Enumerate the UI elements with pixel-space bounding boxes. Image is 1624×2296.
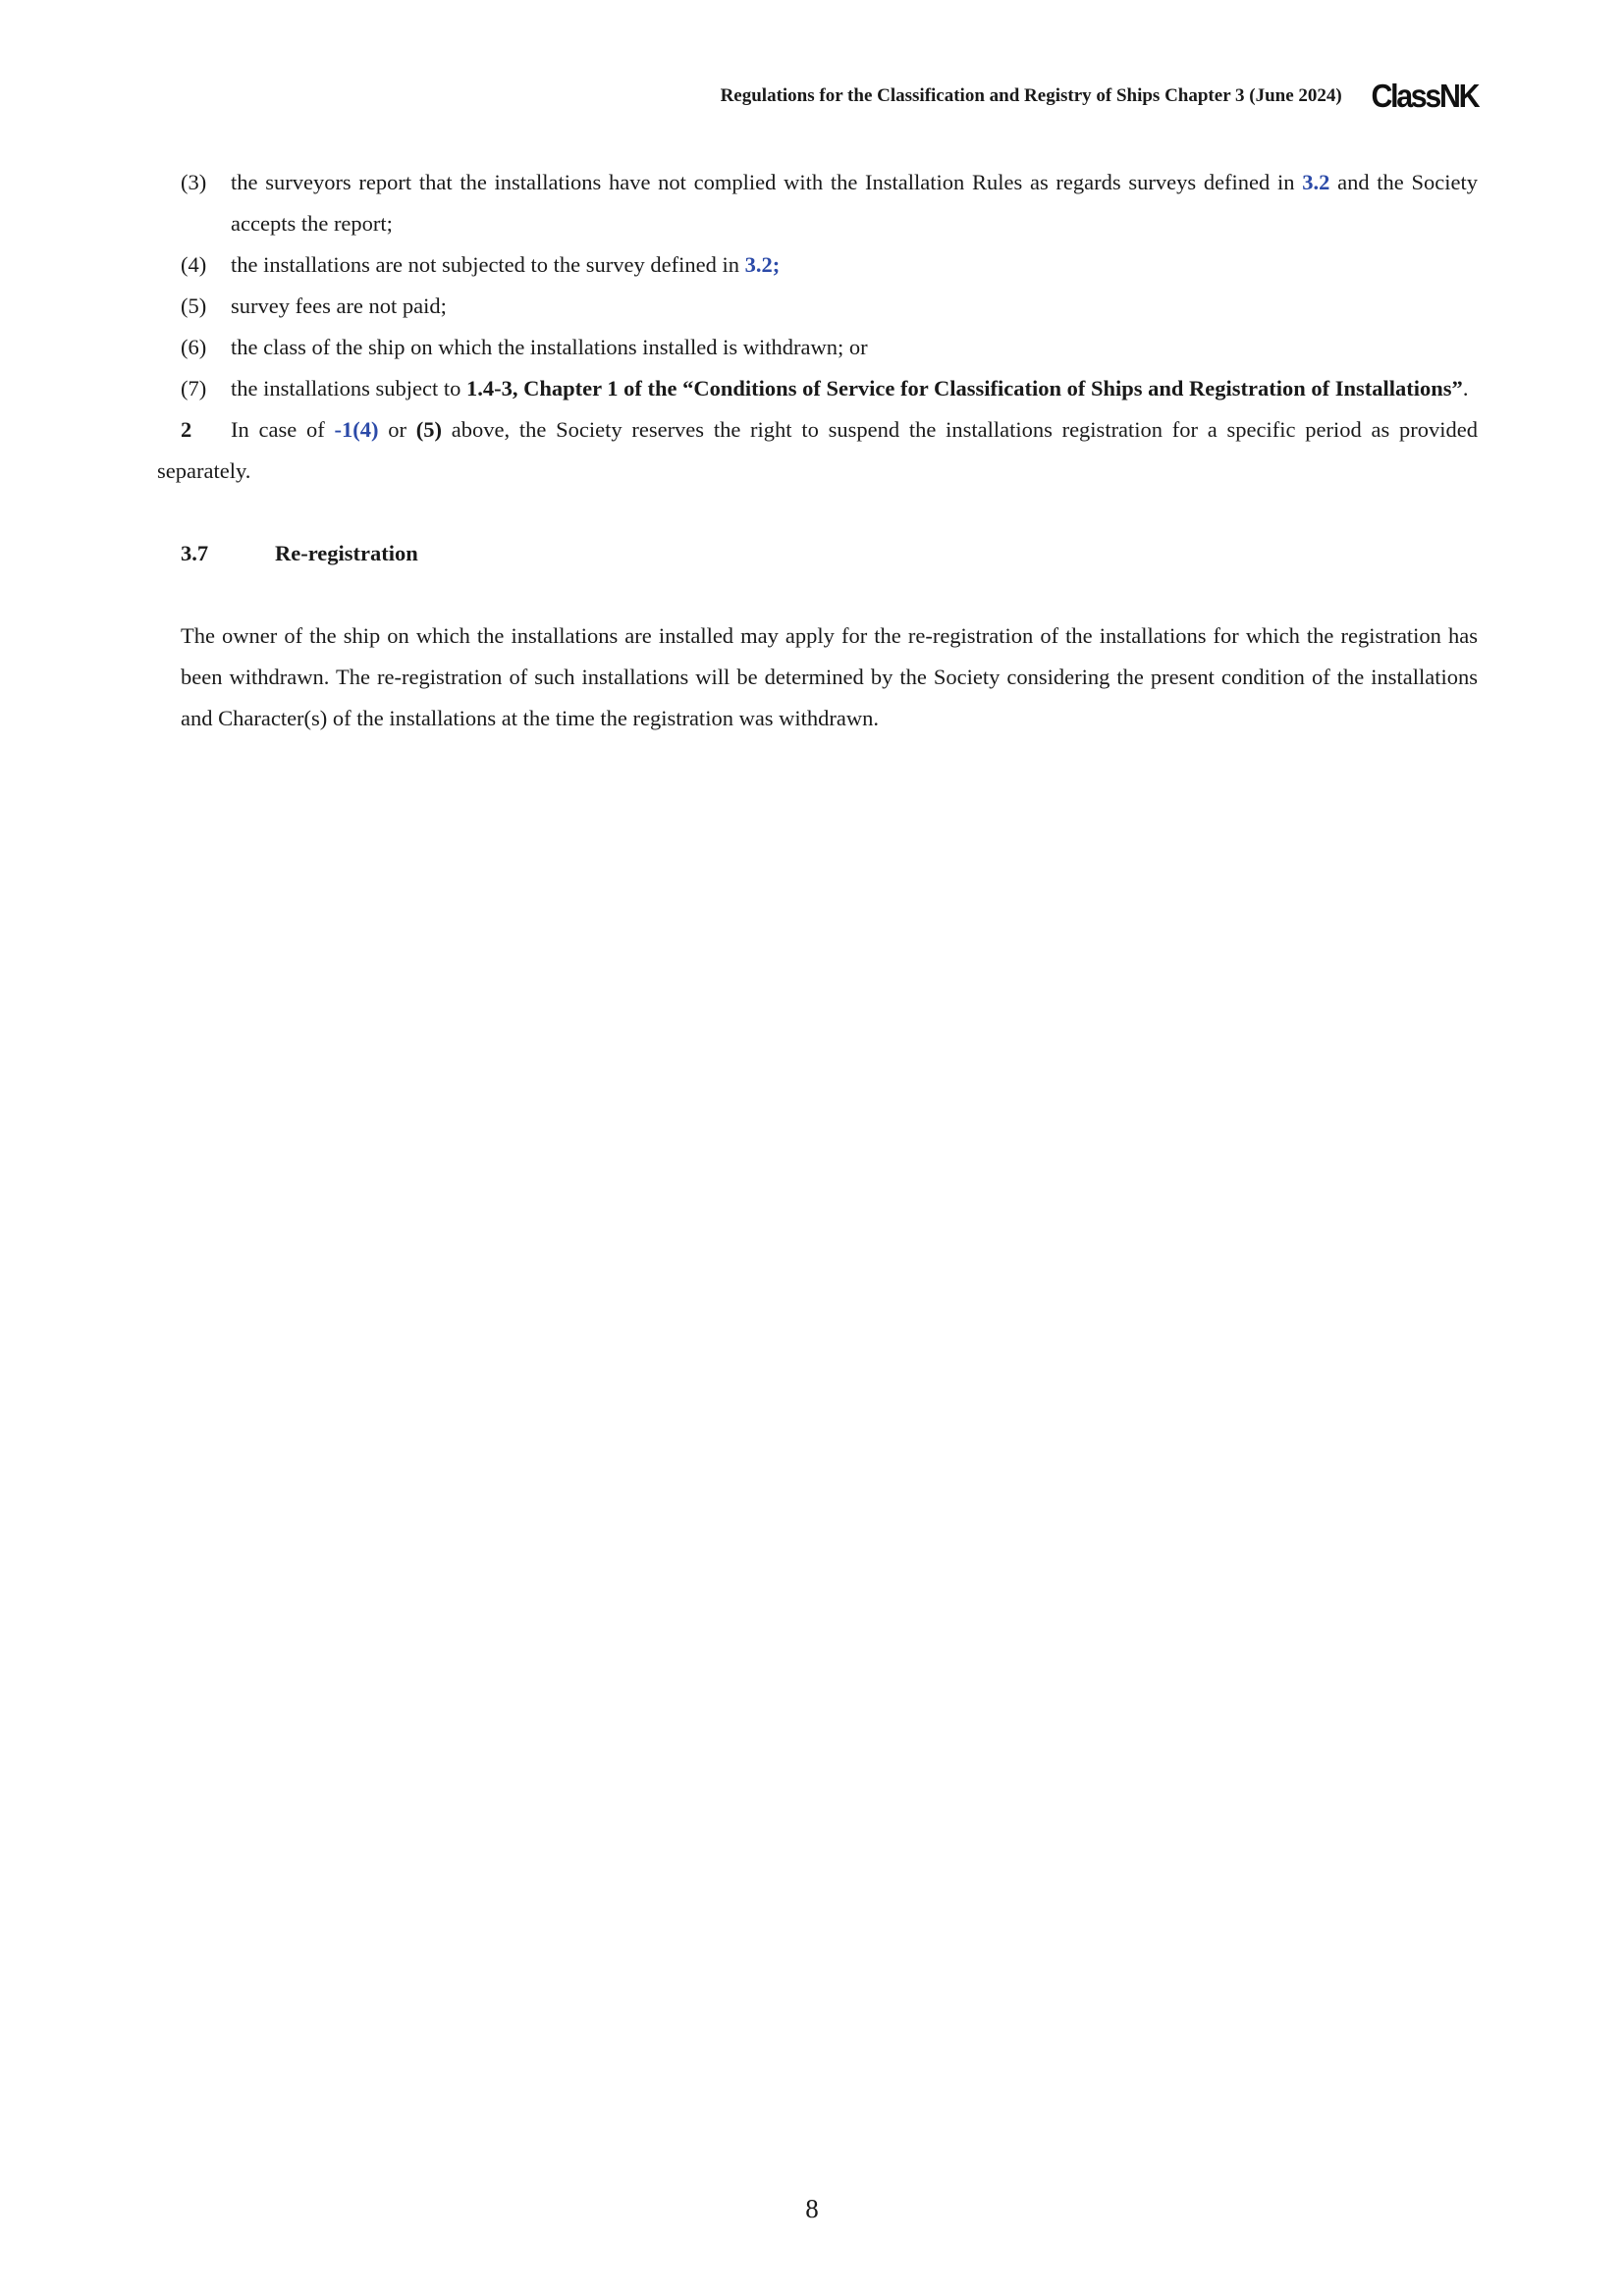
conditions-of-service-reference: 1.4-3, Chapter 1 of the “Conditions of Service for Classification of Ships and Registration of Installations” — [465, 376, 1463, 400]
document-body — [157, 162, 1478, 739]
page-header — [157, 77, 1478, 116]
list-item-text: the surveyors report that the installations have not complied with the Installation Rules as regards surveys defined in 3.2 and the Society accepts the report; — [231, 170, 1478, 236]
classnk-logo: ClassNK — [1371, 78, 1478, 114]
section-number: 3.7 — [181, 541, 209, 565]
list-item-text: the installations are not subjected to the survey defined in 3.2; — [231, 252, 781, 277]
list-item-number: (7) — [181, 376, 207, 400]
section-heading — [157, 533, 1478, 574]
list-item-text: the installations subject to 1.4-3, Chapter 1 of the “Conditions of Service for Classification of Ships and Registration of Installations”. — [231, 376, 1469, 400]
list-item-4 — [157, 244, 1478, 286]
list-item-text: the class of the ship on which the installations installed is withdrawn; or — [231, 335, 868, 359]
list-item-number: (4) — [181, 252, 207, 277]
list-item-number: (3) — [181, 170, 207, 194]
reference-link-1-4[interactable]: -1(4) — [334, 417, 379, 442]
reference-link-3-2[interactable]: 3.2; — [744, 252, 781, 277]
list-item-5 — [157, 286, 1478, 327]
paragraph-number: 2 — [181, 417, 192, 442]
list-item-7 — [157, 368, 1478, 409]
list-item-number: (6) — [181, 335, 207, 359]
reference-link-3-2[interactable]: 3.2 — [1302, 170, 1330, 194]
section-title: Re-registration — [275, 541, 418, 565]
item-5-reference: (5) — [415, 417, 442, 442]
list-item-3 — [157, 162, 1478, 244]
list-item-number: (5) — [181, 294, 207, 318]
header-title: Regulations for the Classification and Registry of Ships Chapter 3 (June 2024) — [720, 85, 1342, 106]
page-number: 8 — [805, 2194, 819, 2223]
list-item-6 — [157, 327, 1478, 368]
list-item-text: survey fees are not paid; — [231, 294, 447, 318]
paragraph-2: 2 In case of -1(4) or (5) above, the Society reserves the right to suspend the installations registration for a specific period as provided separately. — [157, 409, 1478, 492]
section-body: The owner of the ship on which the installations are installed may apply for the re-registration of the installations for which the registration has been withdrawn. The re-registration of such installations will be determined by the Society considering the present condition of the installations and Character(s) of the installations at the time the registration was withdrawn. — [181, 623, 1478, 730]
